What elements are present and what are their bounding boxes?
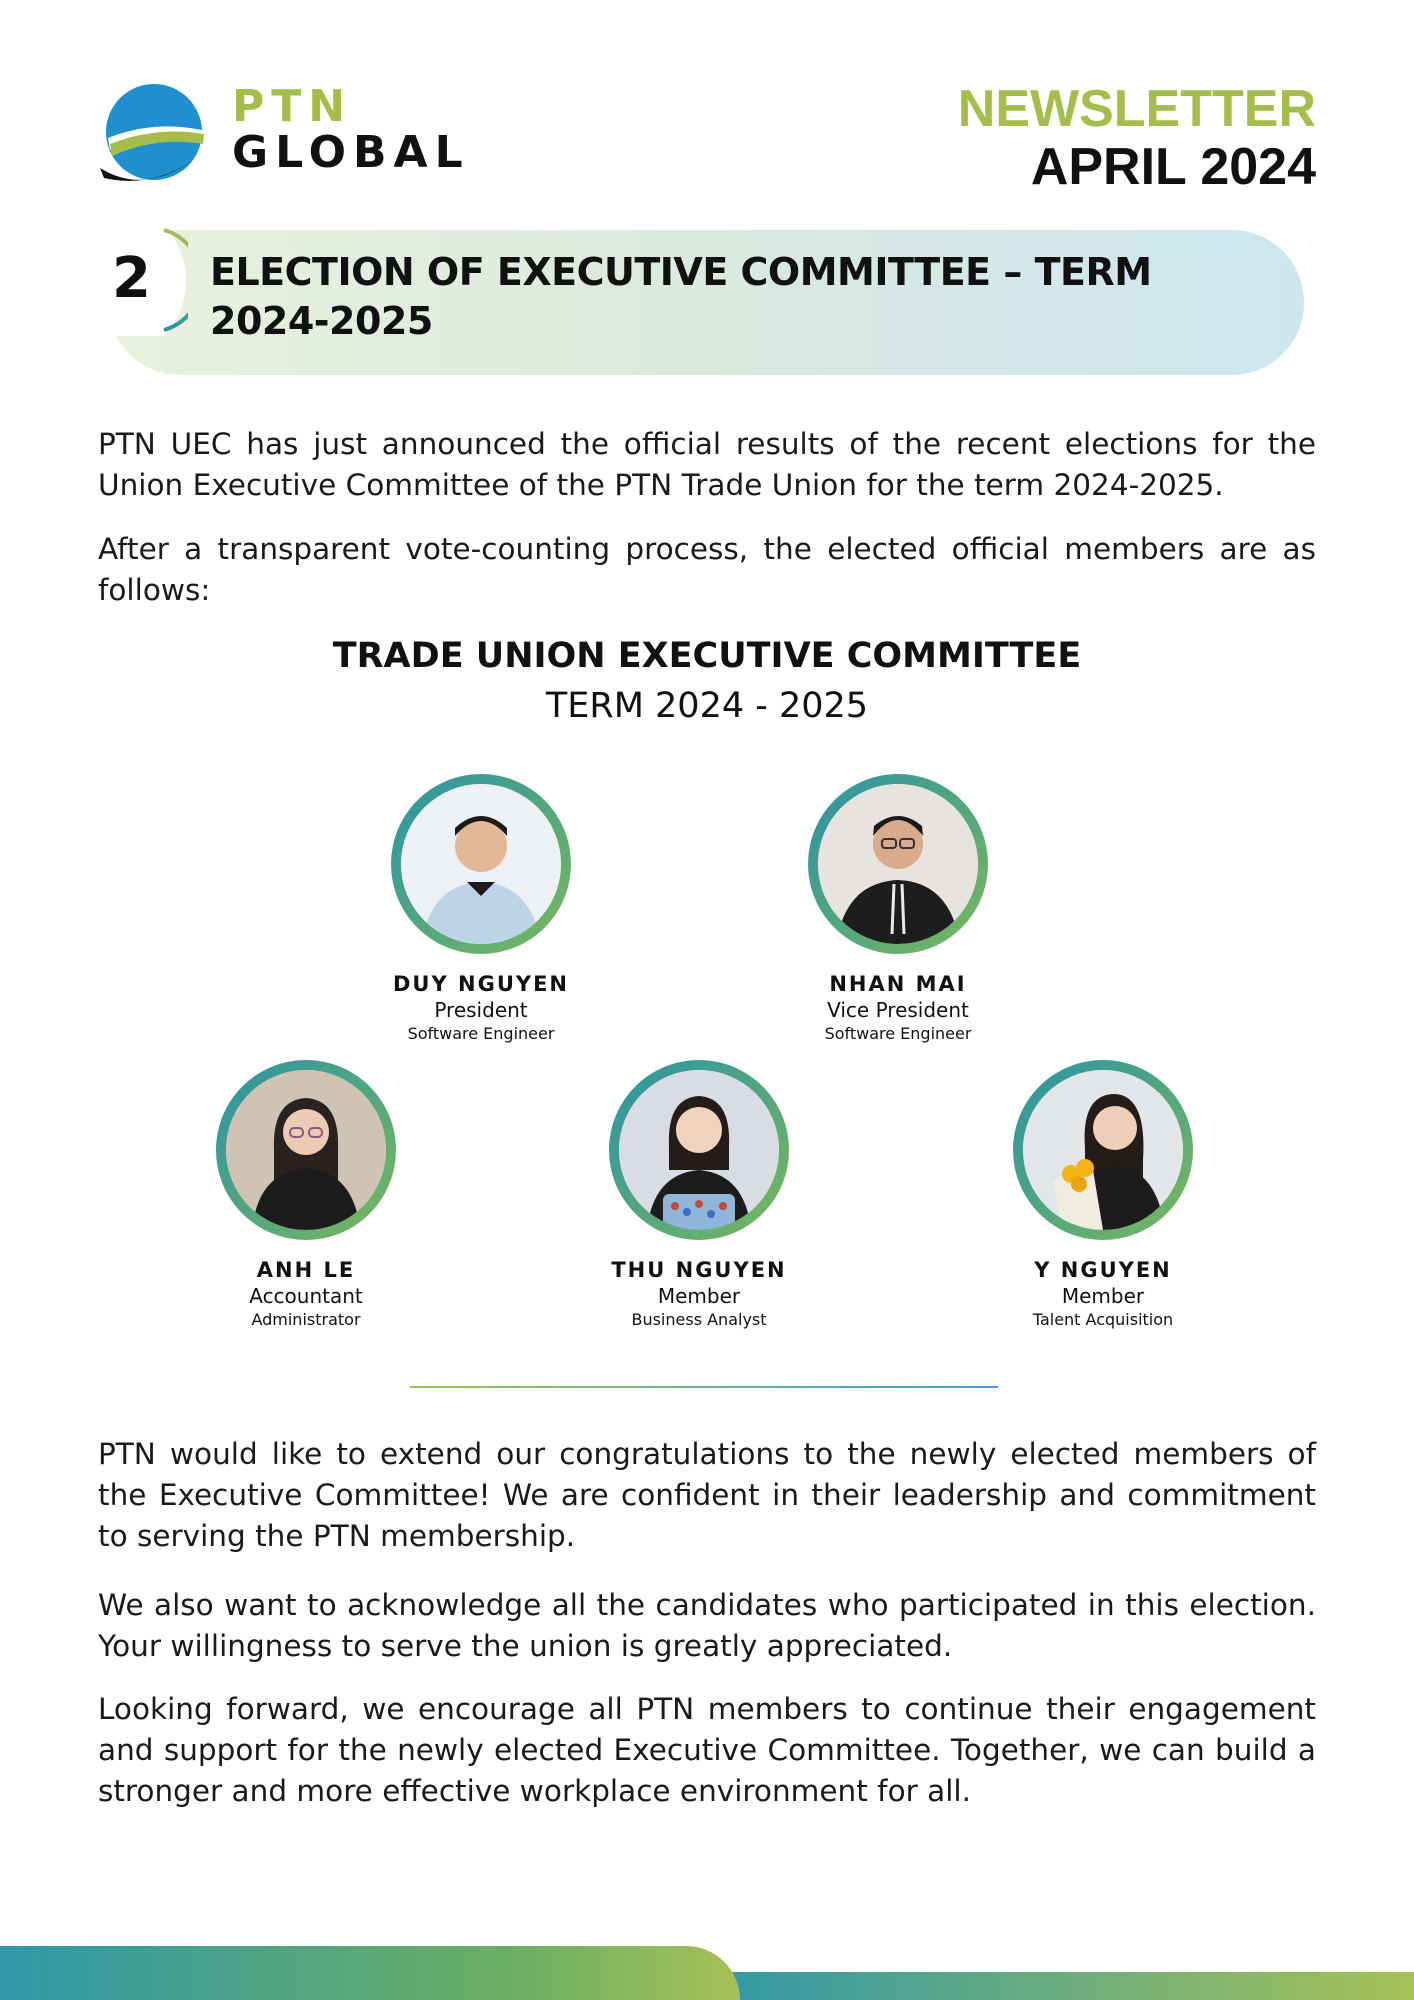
person-avatar-icon <box>226 1070 386 1230</box>
closing-paragraph-1: PTN would like to extend our congratulations to the newly elected members of the Executive Committee! We are confident in their leadership and commitment to serving the PTN membership. <box>98 1437 1316 1553</box>
member-photo <box>808 774 988 954</box>
footer-bar-left <box>0 1946 740 2000</box>
member-job: Talent Acquisition <box>1032 1310 1174 1329</box>
member-job: Software Engineer <box>407 1024 555 1043</box>
committee-term: TERM 2024 - 2025 <box>545 686 869 726</box>
closing-paragraph-3: Looking forward, we encourage all PTN members to continue their engagement and support for the newly elected Executive Committee. Together, we can build a stronger and more effective workplace environment for all. <box>98 1692 1316 1808</box>
intro-paragraph-2: After a transparent vote-counting process, the elected official members are as follows: <box>98 532 1316 607</box>
member-photo <box>609 1060 789 1240</box>
brand-line-2: GLOBAL <box>232 127 470 178</box>
member-photo <box>216 1060 396 1240</box>
member-role: Member <box>1061 1284 1145 1308</box>
member-card <box>156 1060 456 1329</box>
member-role: President <box>434 998 528 1022</box>
member-photo <box>1013 1060 1193 1240</box>
section-divider <box>410 1386 998 1388</box>
section-title: ELECTION OF EXECUTIVE COMMITTEE – TERM 2024-2025 <box>210 250 1152 343</box>
member-job: Business Analyst <box>631 1310 767 1329</box>
member-name: THU NGUYEN <box>611 1258 787 1282</box>
newsletter-label: NEWSLETTER <box>957 80 1316 138</box>
member-role: Accountant <box>249 1284 363 1308</box>
member-job: Administrator <box>251 1310 361 1329</box>
person-avatar-icon <box>818 784 978 944</box>
member-name: Y NGUYEN <box>1034 1258 1172 1282</box>
member-job: Software Engineer <box>824 1024 972 1043</box>
person-avatar-icon <box>619 1070 779 1230</box>
committee-title: TRADE UNION EXECUTIVE COMMITTEE <box>332 636 1082 676</box>
person-avatar-icon <box>401 784 561 944</box>
newsletter-header <box>958 80 1316 196</box>
member-role: Vice President <box>827 998 969 1022</box>
intro-paragraph-1: PTN UEC has just announced the official results of the recent elections for the Union Executive Committee of the PTN Trade Union for the term 2024-2025. <box>98 427 1316 502</box>
member-card <box>953 1060 1253 1329</box>
brand-wordmark <box>232 81 470 178</box>
member-card <box>331 774 631 1043</box>
member-card <box>748 774 1048 1043</box>
person-avatar-icon <box>1023 1070 1183 1230</box>
issue-date: APRIL 2024 <box>1030 138 1316 196</box>
member-name: ANH LE <box>256 1258 356 1282</box>
member-role: Member <box>657 1284 741 1308</box>
member-name: NHAN MAI <box>829 972 967 996</box>
member-photo <box>391 774 571 954</box>
closing-paragraph-2: We also want to acknowledge all the candidates who participated in this election. Your willingness to serve the union is greatly appreciated. <box>98 1588 1316 1663</box>
member-card <box>549 1060 849 1329</box>
brand-line-1: PTN <box>232 81 353 132</box>
footer-bar-right <box>700 1972 1414 2000</box>
member-name: DUY NGUYEN <box>393 972 569 996</box>
section-number: 2 <box>112 246 151 311</box>
ptn-globe-logo <box>98 80 208 195</box>
